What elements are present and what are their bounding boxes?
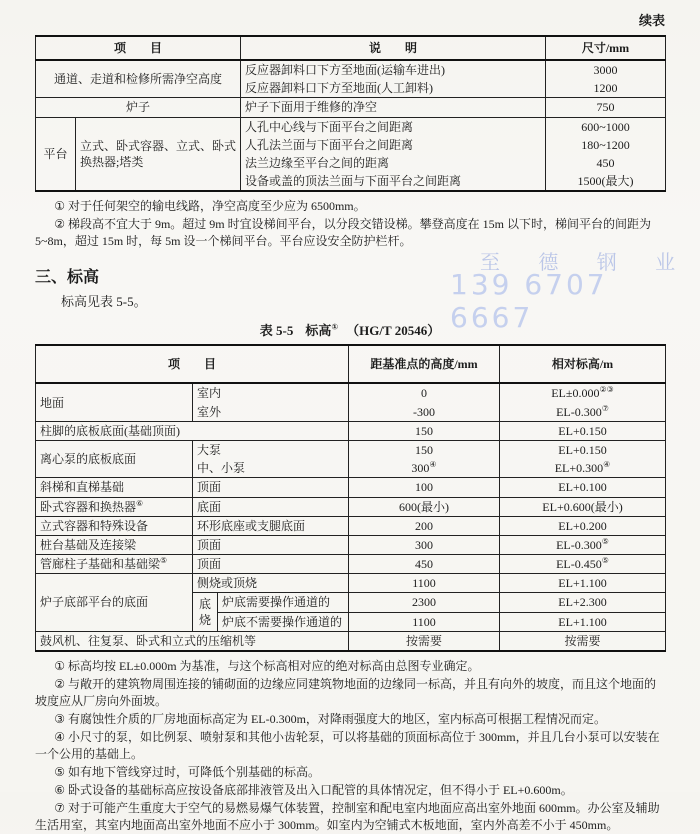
sub-item-cell: 顶面 [193,555,349,574]
item-label: 卧式容器和换热器 [40,499,137,514]
footnote-ref: ④ [603,460,611,470]
sub-item-cell: 顶面 [193,535,349,554]
table-row [36,478,666,497]
table-title-footnote-ref: ① [331,323,339,333]
footnote-ref: ⑤ [601,536,609,546]
item-cell-vertical-vessel: 立式容器和特殊设备 [36,516,193,535]
sub-item-cell: 侧烧或顶烧 [193,574,349,593]
table-header-row [36,345,666,383]
watermark-company: 至 德 钢 业 [480,250,692,274]
elevation-table-footnotes [35,658,665,834]
item-cell-pump-base: 离心泵的底板底面 [36,440,193,477]
continued-table-label: 续表 [638,13,665,28]
elevation-value: EL-0.450 [556,557,602,572]
sub-item-cell: 室内 [193,383,349,402]
sub-item-cell: 炉底不需要操作通道的 [218,612,349,631]
table-row [36,383,666,402]
table-row [36,516,666,535]
size-cell: 1500(最大) [546,172,666,191]
elevation-cell: EL+0.200 [500,516,666,535]
col-header-item: 项 目 [36,345,349,383]
sub-item-cell: 炉底需要操作通道的 [218,593,349,612]
elevation-table-title [35,320,665,339]
footnote-ref: ⑤ [601,556,609,566]
description-cell: 炉子下面用于维修的净空 [241,98,546,117]
item-cell-platform: 平台 [36,117,76,191]
elevation-cell: EL+0.150 [500,440,666,459]
table-header-row [36,36,666,60]
height-cell: 600(最小) [349,497,500,516]
description-cell: 法兰边缘至平台之间的距离 [241,154,546,172]
footnote: ⑦ 对于可能产生重度大于空气的易燃易爆气体装置，控制室和配电室内地面应高出室外地面 600mm。办公室及辅助生活用室，其室内地面高出室外地面不应小于 300mm。如室内为空铺式木板地面，室内外高差不小于 450mm。 [35,801,660,833]
elevation-value: EL-0.300 [556,404,602,419]
height-cell [349,459,500,478]
table-row [36,555,666,574]
item-cell-furnace-platform: 炉子底部平台的底面 [36,574,193,632]
clearance-table [35,35,666,192]
elevation-cell [500,535,666,554]
table-name: 标高 [305,323,332,339]
footnote-ref: ⑥ [136,498,144,508]
elevation-cell: EL+0.600(最小) [500,497,666,516]
table-row [36,117,666,136]
elevation-value: EL±0.000 [551,386,600,401]
footnote: ② 与敞开的建筑物周围连接的铺砌面的边缘应同建筑物地面的边缘同一标高，并且有向外的坡度，而且这个地面的坡度应从厂房向外面坡。 [35,677,656,709]
footnote-ref: ⑦ [601,403,609,413]
elevation-cell: EL+1.100 [500,612,666,631]
section-heading: 三、标高 [35,269,100,287]
sub-item-cell: 室外 [193,403,349,422]
item-cell-vessel-types: 立式、卧式容器、立式、卧式换热器;塔类 [76,117,241,191]
table-row [36,421,666,440]
elevation-value: EL-0.300 [556,537,602,552]
elevation-cell: EL+0.150 [500,421,666,440]
footnote: ① 标高均按 EL±0.000m 为基准，与这个标高相对应的绝对标高由总图专业确定。 [54,659,480,674]
col-header-size: 尺寸/mm [546,36,666,60]
height-cell: 2300 [349,593,500,612]
height-value: 300 [411,461,430,476]
table-standard-ref: （HG/T 20546） [346,323,441,339]
height-cell: 150 [349,421,500,440]
col-header-item: 项 目 [36,36,241,60]
size-cell: 450 [546,154,666,172]
description-cell: 反应器卸料口下方至地面(运输车进出) [241,60,546,79]
table-row [36,98,666,117]
table-row [36,574,666,593]
item-cell-pipe-rack [36,555,193,574]
elevation-cell [500,555,666,574]
elevation-cell [500,459,666,478]
table-row [36,535,666,554]
description-cell: 反应器卸料口下方至地面(人工卸料) [241,79,546,98]
col-header-description: 说 明 [241,36,546,60]
table-row [36,497,666,516]
footnote: ⑥ 卧式设备的基础标高应按设备底部排液管及出入口配管的具体情况定，但不得小于 EL+0.600m。 [54,783,573,798]
height-cell: 200 [349,516,500,535]
table-number: 表 5-5 [259,323,294,339]
section-intro: 标高见表 5-5。 [61,294,147,310]
sub-item-cell: 中、小泵 [193,459,349,478]
sub-item-cell: 环形底座或支腿底面 [193,516,349,535]
item-cell-furnace: 炉子 [36,98,241,117]
item-cell-column-base: 柱脚的底板底面(基础顶面) [36,421,349,440]
height-cell: 1100 [349,612,500,631]
footnote: ⑤ 如有地下管线穿过时，可降低个别基础的标高。 [54,765,320,780]
size-cell: 1200 [546,79,666,98]
watermark-phone: 139 6707 6667 [450,268,608,334]
footnote-ref: ②③ [599,385,614,395]
sub-item-cell-bottom-fired: 底烧 [193,593,218,631]
item-cell-ladder-foundation: 斜梯和直梯基础 [36,478,193,497]
item-cell-horizontal-vessel [36,497,193,516]
footnote-ref: ④ [429,460,437,470]
elevation-value: EL+0.300 [554,461,604,476]
sub-item-cell: 大泵 [193,440,349,459]
col-header-elevation: 相对标高/m [500,345,666,383]
item-cell-pile-cap: 桩台基础及连接梁 [36,535,193,554]
elevation-table [35,344,666,652]
elevation-cell: EL+1.100 [500,574,666,593]
elevation-cell [500,383,666,402]
footnote: ④ 小尺寸的泵，如比例泵、喷射泵和其他小齿轮泵，可以将基础的顶面标高位于 300mm，并且几台小泵可以安装在一个公用的基础上。 [35,730,660,762]
description-cell: 设备或盖的顶法兰面与下面平台之间距离 [241,172,546,191]
height-cell: 100 [349,478,500,497]
col-header-height: 距基准点的高度/mm [349,345,500,383]
clearance-table-footnotes [35,198,665,250]
item-cell-ground: 地面 [36,383,193,421]
footnote: ③ 有腐蚀性介质的厂房地面标高定为 EL-0.300m，对降雨强度大的地区，室内标高可根据工程情况而定。 [54,712,606,727]
elevation-cell: EL+0.100 [500,478,666,497]
table-row [36,631,666,651]
sub-item-cell: 底面 [193,497,349,516]
height-cell: 150 [349,440,500,459]
table-row [36,440,666,459]
height-cell: 按需要 [349,631,500,651]
height-cell: 300 [349,535,500,554]
elevation-cell [500,403,666,422]
elevation-cell: EL+2.300 [500,593,666,612]
item-label: 管廊柱子基础和基础梁 [40,557,161,572]
size-cell: 3000 [546,60,666,79]
sub-item-cell: 顶面 [193,478,349,497]
size-cell: 180~1200 [546,136,666,154]
height-cell: 1100 [349,574,500,593]
height-cell: -300 [349,403,500,422]
item-cell-passages: 通道、走道和检修所需净空高度 [36,60,241,98]
height-cell: 450 [349,555,500,574]
description-cell: 人孔中心线与下面平台之间距离 [241,117,546,136]
item-cell-blowers-compressors: 鼓风机、往复泵、卧式和立式的压缩机等 [36,631,349,651]
table-row [36,60,666,79]
footnote: ① 对于任何架空的输电线路，净空高度至少应为 6500mm。 [54,199,366,214]
description-cell: 人孔法兰面与下面平台之间距离 [241,136,546,154]
footnote-ref: ⑤ [160,556,168,566]
footnote: ② 梯段高不宜大于 9m。超过 9m 时宜设梯间平台，以分段交错设梯。攀登高度在 15m 以下时，梯间平台的间距为 5~8m，超过 15m 时，每 5m 设一个梯间平台。平台应设安全防护栏杆。 [35,217,651,249]
elevation-cell: 按需要 [500,631,666,651]
size-cell: 750 [546,98,666,117]
size-cell: 600~1000 [546,117,666,136]
height-cell: 0 [349,383,500,402]
